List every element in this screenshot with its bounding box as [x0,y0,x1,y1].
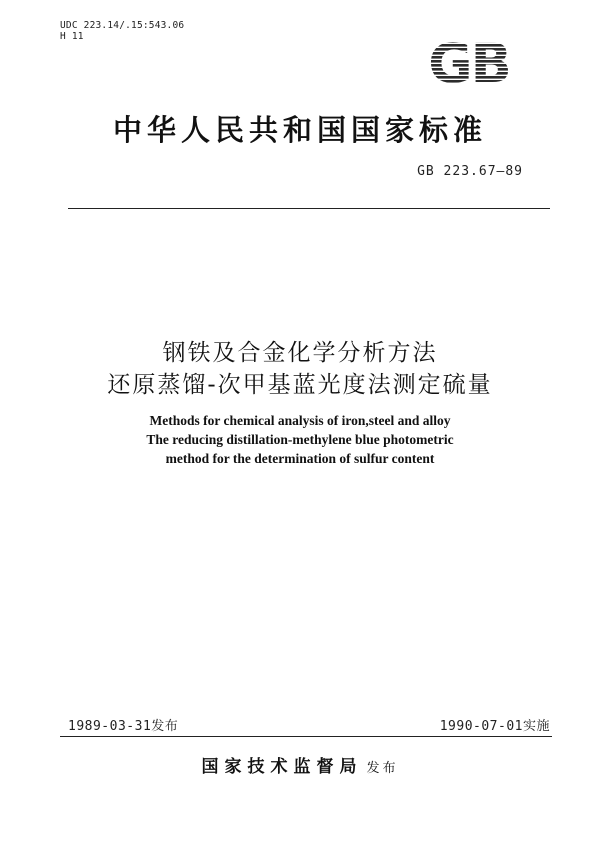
footer-divider [60,736,552,737]
standard-number: GB 223.67—89 [417,164,523,179]
document-title-en [0,411,600,468]
publisher-org: 国家技术监督局 [201,757,363,777]
publisher-action: 发布 [366,761,399,776]
implementation-date: 1990-07-01实施 [439,719,550,734]
classification-block [60,20,184,42]
gb-logo-text: GB [428,36,510,86]
national-standard-title: 中华人民共和国国家标准 [112,113,487,147]
document-title-en-line2: The reducing distillation-methylene blue photometric [146,432,454,447]
header-divider [68,208,550,209]
issue-date: 1989-03-31发布 [68,719,179,734]
document-title-zh-line1: 钢铁及合金化学分析方法 [162,340,438,366]
gb-logo [414,36,524,86]
publisher-line [0,752,600,777]
document-title-zh-line2: 还原蒸馏-次甲基蓝光度法测定硫量 [107,372,493,398]
document-title-en-line1: Methods for chemical analysis of iron,steel and alloy [149,413,451,428]
document-title-en-line3: method for the determination of sulfur content [165,451,435,466]
udc-code: UDC 223.14/.15:543.06 [60,20,185,31]
classification-code: H 11 [60,31,84,42]
